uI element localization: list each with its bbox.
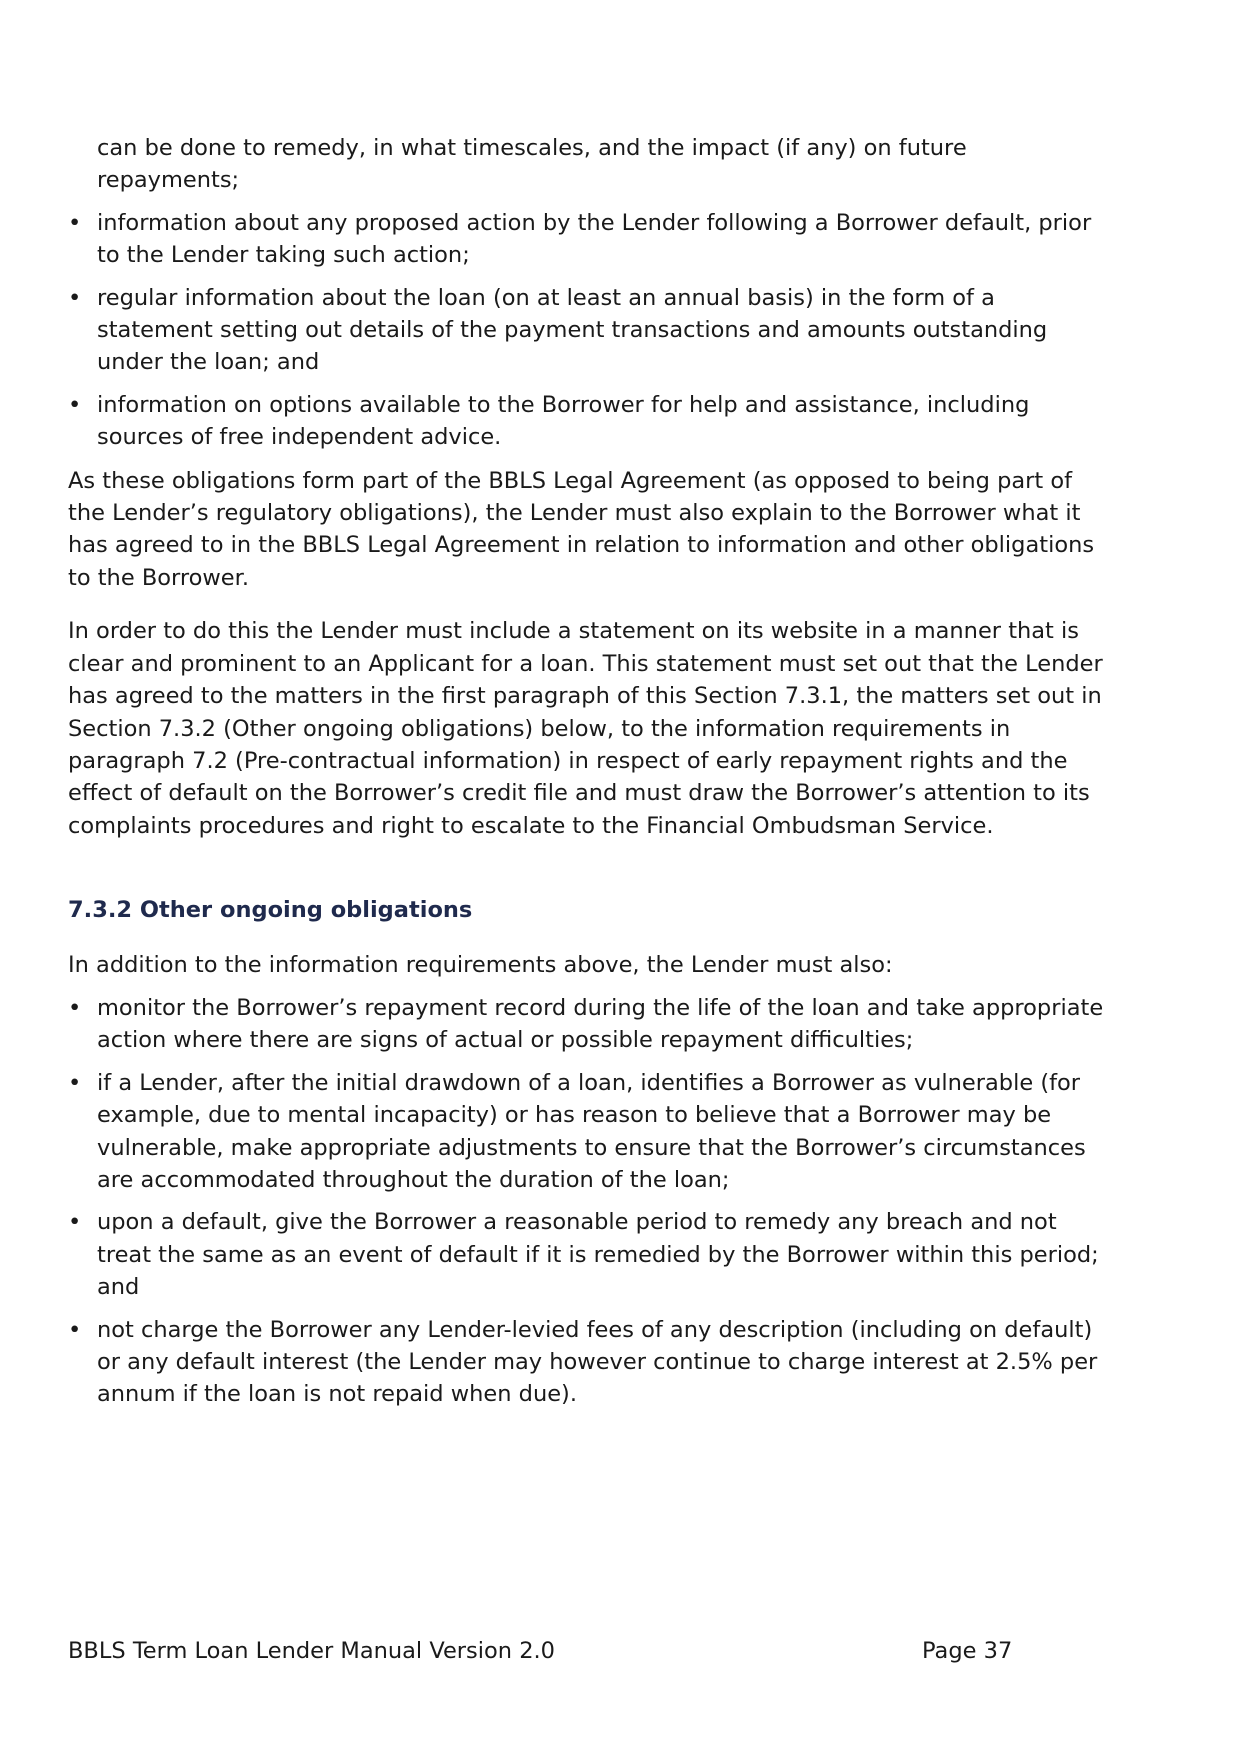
bullet-icon: • (68, 284, 82, 311)
footer-page-number: Page 37 (922, 1638, 1013, 1664)
list-item-text: information on options available to the Borrower for help and assistance, including sources of free independent advice. (97, 391, 1030, 451)
section-intro: In addition to the information requirements above, the Lender must also: (68, 951, 893, 978)
bullet-icon: • (68, 994, 82, 1021)
paragraph-website-statement: In order to do this the Lender must include a statement on its website in a manner that is clear and prominent to an Applicant for a loan. This statement must set out that the Lender has agreed to the matters in the first paragraph of this Section 7.3.1, the matters set out in Section 7.3.2 (Other ongoing obligations) below, to the information requirements in paragraph 7.2 (Pre-contractual information) in respect of early repayment rights and the effect of default on the Borrower’s credit file and must draw the Borrower’s attention to its complaints procedures and right to escalate to the Financial Ombudsman Service. (68, 618, 1103, 839)
list-item-text: not charge the Borrower any Lender-levied fees of any description (including on default) or any default interest (the Lender may however continue to charge interest at 2.5% per annum if the loan is not repaid when due). (97, 1316, 1098, 1408)
list-item (68, 1314, 1108, 1411)
list-item-text: regular information about the loan (on at least an annual basis) in the form of a statement setting out details of the payment transactions and amounts outstanding under the loan; and (97, 284, 1048, 376)
list-item (68, 282, 1108, 379)
bullet-icon: • (68, 391, 82, 418)
bullet-icon: • (68, 1316, 82, 1343)
list-item (68, 992, 1108, 1057)
list-item (68, 1067, 1108, 1197)
list-item (68, 389, 1108, 454)
bullet-icon: • (68, 1069, 82, 1096)
list-item-text: information about any proposed action by the Lender following a Borrower default, prior to the Lender taking such action; (97, 209, 1092, 269)
bullet-icon: • (68, 209, 82, 236)
continued-bullet-text: can be done to remedy, in what timescales, and the impact (if any) on future repayments; (97, 135, 967, 194)
list-item (68, 207, 1108, 272)
info-bullet-list (68, 207, 1108, 454)
bullet-icon: • (68, 1209, 82, 1236)
list-item-text: if a Lender, after the initial drawdown of a loan, identifies a Borrower as vulnerable (for example, due to mental incapacity) or has reason to believe that a Borrower may be vulnerable, make appropriate adjustments to ensure that the Borrower’s circumstances are accommodated throughout the duration of the loan; (97, 1069, 1086, 1193)
list-item-text: monitor the Borrower’s repayment record during the life of the loan and take appropriate action where there are signs of actual or possible repayment difficulties; (97, 994, 1104, 1054)
obligations-bullet-list (68, 992, 1108, 1411)
footer-document-title: BBLS Term Loan Lender Manual Version 2.0 (68, 1638, 555, 1664)
page-body (68, 132, 1108, 1421)
list-item (68, 1206, 1108, 1303)
list-item-text: upon a default, give the Borrower a reasonable period to remedy any breach and not treat the same as an event of default if it is remedied by the Borrower within this period; and (97, 1209, 1099, 1301)
section-heading: 7.3.2 Other ongoing obligations (68, 897, 473, 924)
paragraph-legal-agreement: As these obligations form part of the BBLS Legal Agreement (as opposed to being part of the Lender’s regulatory obligations), the Lender must also explain to the Borrower what it has agreed to in the BBLS Legal Agreement in relation to information and other obligations to the Borrower. (68, 467, 1095, 591)
